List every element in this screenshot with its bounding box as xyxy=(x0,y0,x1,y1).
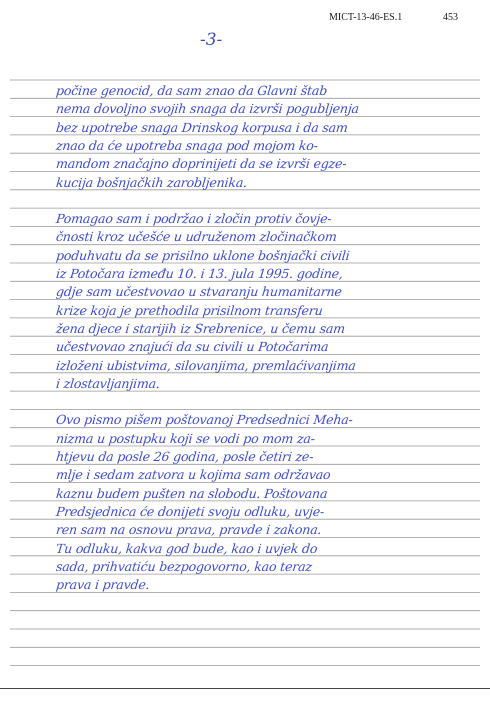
letter-line: učestvovao znajući da su civili u Potočarima xyxy=(55,339,330,355)
letter-line: poduhvatu da se prisilno uklone bošnjački civili xyxy=(55,247,351,263)
letter-line: prava i pravde. xyxy=(55,577,151,593)
letter-line: nema dovoljno svojih snaga da izvrši pogubljenja xyxy=(55,101,360,117)
letter-line: kaznu budem pušten na slobodu. Poštovana xyxy=(55,485,329,501)
letter-line: izloženi ubistvima, silovanjima, premlaćivanjima xyxy=(55,357,357,373)
letter-line: sada, prihvatiću bezpogovorno, kao teraz xyxy=(55,558,313,574)
letter-line: krize koja je prethodila prisilnom transferu xyxy=(55,302,324,318)
letter-line: kucija bošnjačkih zarobljenika. xyxy=(55,174,248,190)
letter-line: iz Potočara između 10. i 13. jula 1995. godine, xyxy=(55,266,344,281)
letter-line: gdje sam učestvovao u stvaranju humanitarne xyxy=(55,284,343,300)
letter-line: žena djece i starijih iz Srebrenice, u čemu sam xyxy=(55,320,346,336)
letter-line: nizma u postupku koji se vodi po mom za- xyxy=(55,430,316,446)
letter-line: mlje i sedam zatvora u kojima sam održavao xyxy=(55,467,332,483)
page-number: 453 xyxy=(443,12,458,23)
letter-line: Predsjednica će donijeti svoju odluku, uvje- xyxy=(55,503,325,519)
letter-line: znao da će upotreba snaga pod mojom ko- xyxy=(55,137,319,153)
document-id: MICT-13-46-ES.1 xyxy=(329,12,403,23)
handwritten-page-number: -3- xyxy=(200,30,223,50)
letter-line: i zlostavljanjima. xyxy=(55,375,161,391)
letter-line: Pomagao sam i podržao i zločin protiv čovje- xyxy=(55,211,333,227)
letter-line: čnosti kroz učešće u udruženom zločinačkom xyxy=(55,229,338,245)
letter-line: počine genocid, da sam znao da Glavni štab xyxy=(55,83,328,98)
letter-line: htjevu da posle 26 godina, posle četiri ze- xyxy=(55,449,315,464)
letter-line: Tu odluku, kakva god bude, kao i uvjek do xyxy=(55,540,319,556)
letter-line: mandom značajno doprinijeti da se izvrši egze- xyxy=(55,156,348,172)
letter-line: Ovo pismo pišem poštovanoj Predsednici Meha- xyxy=(55,412,354,428)
letter-line: ren sam na osnovu prava, pravde i zakona. xyxy=(55,522,323,538)
letter-line: bez upotrebe snaga Drinskog korpusa i da sam xyxy=(55,119,349,135)
page-bottom-border xyxy=(0,688,490,689)
